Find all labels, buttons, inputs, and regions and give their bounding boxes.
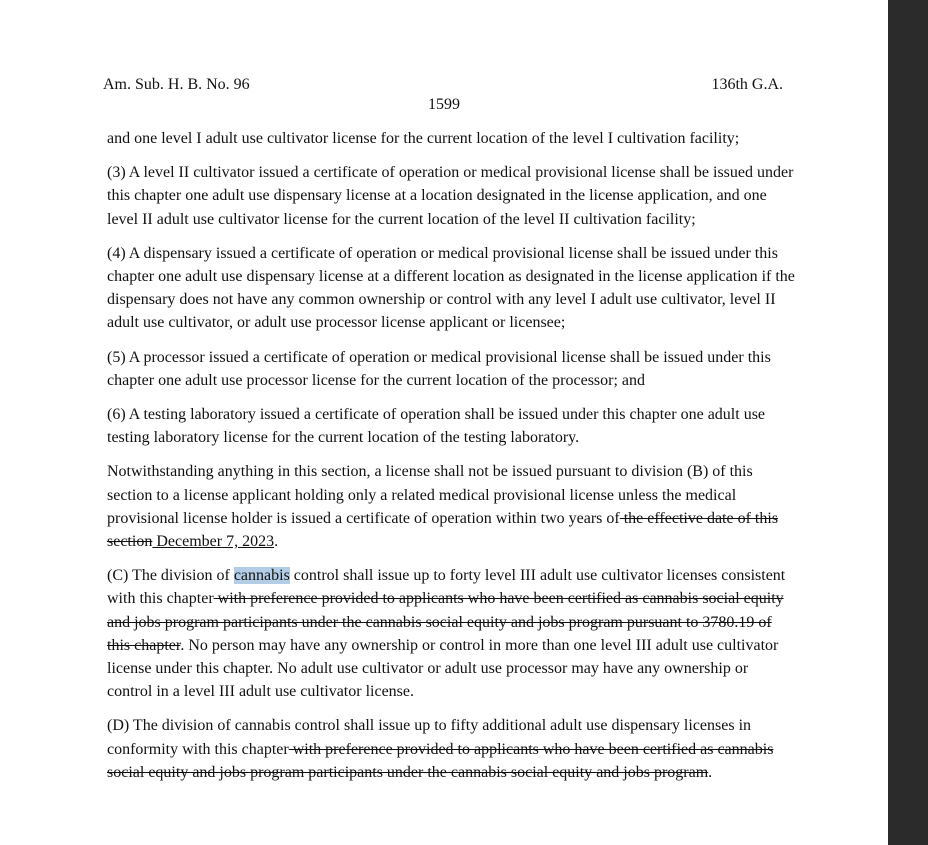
bill-number-header: Am. Sub. H. B. No. 96 — [103, 76, 250, 93]
struck-text: with preference provided to applicants who have been certified as cannabis social equity and jobs program participants under the cannabis social equity and jobs program pursuant to 3780.19 of this chapter — [107, 590, 784, 654]
paragraph-c-rest: . No person may have any ownership or control in more than one level III adult use cultivator license under this chapter. No adult use cultivator or adult use processor may have any ownership or control in a level III adult use cultivator license. — [107, 636, 779, 701]
search-highlight[interactable]: cannabis — [233, 567, 290, 585]
paragraph-c — [107, 564, 797, 703]
page-number: 1599 — [428, 96, 460, 113]
viewer-side-panel[interactable] — [888, 0, 928, 845]
paragraph-continuation: and one level I adult use cultivator license for the current location of the level I cultivation facility; — [107, 130, 740, 147]
document-body — [107, 127, 797, 795]
paragraph-d — [107, 714, 797, 784]
paragraph-c-intro: (C) The division of — [107, 567, 234, 585]
sentence-end: . — [274, 533, 279, 551]
paragraph-notwithstanding — [107, 460, 797, 553]
paragraph-c-text: control shall issue up to forty level III adult use cultivator licenses consistent with this chapter — [107, 567, 786, 608]
general-assembly-header: 136th G.A. — [711, 76, 783, 93]
struck-text: with preference provided to applicants who have been certified as cannabis social equity and jobs program participants under the cannabis social equity and jobs program — [107, 740, 774, 781]
paragraph-4: (4) A dispensary issued a certificate of operation or medical provisional license shall be issued under this chapter one adult use dispensary license at a different location as designated in the license application if the dispensary does not have any common ownership or control with any level I adult use cultivator, level II adult use cultivator, or adult use processor license applicant or licensee; — [107, 244, 795, 332]
paragraph-5: (5) A processor issued a certificate of operation or medical provisional license shall be issued under this chapter one adult use processor license for the current location of the processor; and — [107, 348, 771, 389]
struck-text: the effective date of this section — [107, 509, 779, 551]
sentence-end: . — [708, 763, 713, 781]
notwithstanding-text: Notwithstanding anything in this section, a license shall not be issued pursuant to division (B) of this section to a license applicant holding only a related medical provisional license unless the medical provisional license holder is issued a certificate of operation within two years of — [107, 463, 753, 527]
paragraph-6: (6) A testing laboratory issued a certificate of operation shall be issued under this chapter one adult use testing laboratory license for the current location of the testing laboratory. — [107, 406, 766, 447]
paragraph-3: (3) A level II cultivator issued a certificate of operation or medical provisional license shall be issued under this chapter one adult use dispensary license at a location designated in the license application, and one level II adult use cultivator license for the current location of the level II cultivation facility; — [107, 164, 794, 228]
inserted-text: December 7, 2023 — [152, 533, 275, 551]
paragraph-d-text: (D) The division of cannabis control shall issue up to fifty additional adult use dispensary licenses in conformity with this chapter — [107, 717, 752, 758]
